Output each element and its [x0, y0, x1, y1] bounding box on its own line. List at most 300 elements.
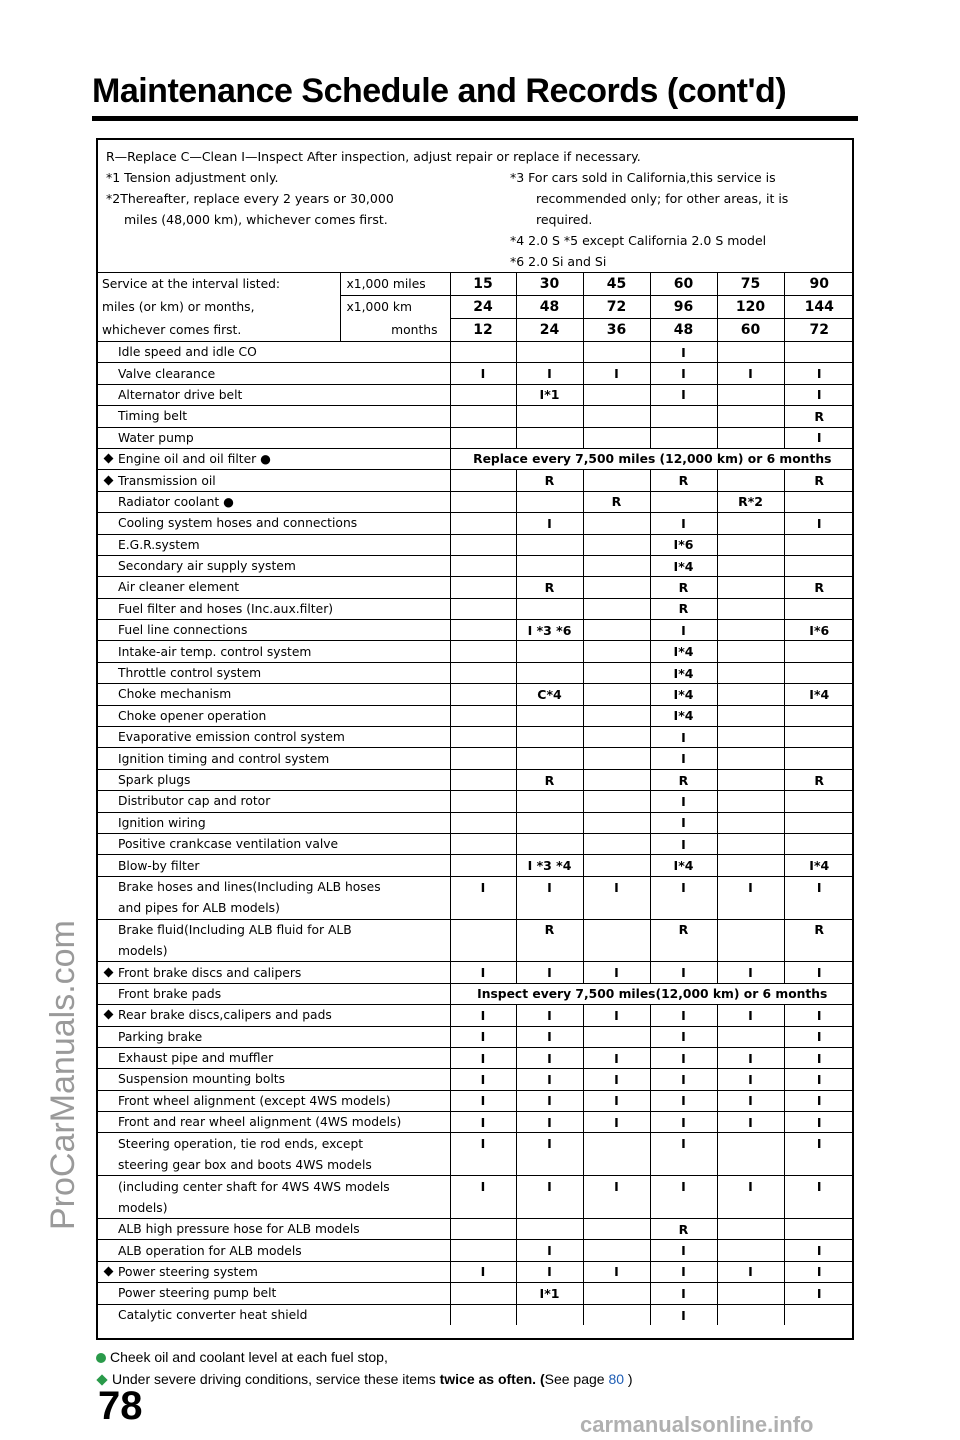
- service-code: [583, 769, 650, 790]
- service-code: [450, 1304, 516, 1325]
- service-code: I: [583, 1261, 650, 1282]
- service-item: [98, 363, 450, 384]
- service-item-label: Alternator drive belt: [118, 387, 243, 402]
- header-row-km: [98, 296, 854, 319]
- unit-label: x1,000 km: [340, 296, 450, 319]
- diamond-icon: [104, 1010, 114, 1020]
- service-item-label: models): [118, 943, 168, 958]
- schedule-row: [98, 577, 854, 598]
- service-item-label: Engine oil and oil filter ●: [118, 452, 271, 467]
- service-code: [784, 598, 854, 619]
- schedule-row: [98, 1176, 854, 1197]
- service-code: R*2: [717, 491, 784, 512]
- header-label: whichever comes first.: [102, 322, 242, 337]
- schedule-row: [98, 448, 854, 469]
- service-code: I: [784, 1133, 854, 1154]
- service-code: I: [717, 1047, 784, 1068]
- service-code: I: [583, 1112, 650, 1133]
- footnotes: [96, 1346, 633, 1390]
- service-item: [98, 491, 450, 512]
- service-code: [717, 598, 784, 619]
- service-code: I: [516, 1240, 583, 1261]
- service-item: [98, 598, 450, 619]
- service-code: [583, 470, 650, 491]
- service-code: R: [650, 598, 717, 619]
- legend-note-1: *1 Tension adjustment only.: [106, 170, 279, 185]
- schedule-row: [98, 983, 854, 1004]
- service-code: [717, 342, 784, 363]
- service-code: I: [450, 1133, 516, 1154]
- service-code: I: [650, 513, 717, 534]
- service-code: I: [650, 1069, 717, 1090]
- service-code: I: [583, 363, 650, 384]
- service-code: I: [516, 876, 583, 897]
- service-code: I: [717, 1261, 784, 1282]
- service-code: I: [784, 1240, 854, 1261]
- service-code: I: [650, 1176, 717, 1197]
- service-code: [583, 855, 650, 876]
- service-item-label: ALB operation for ALB models: [118, 1243, 302, 1258]
- schedule-row: [98, 1197, 854, 1218]
- interval-value: 75: [717, 273, 784, 296]
- schedule-row: [98, 1261, 854, 1282]
- service-code: I: [516, 1133, 583, 1154]
- service-item-label: Radiator coolant ●: [118, 494, 234, 509]
- schedule-row: [98, 1304, 854, 1325]
- service-item: [98, 1261, 450, 1282]
- interval-value: 48: [650, 319, 717, 342]
- service-code: [450, 342, 516, 363]
- service-code: [583, 898, 650, 919]
- service-code: [450, 705, 516, 726]
- service-code: I: [784, 1026, 854, 1047]
- service-code: R: [516, 919, 583, 940]
- service-code: [583, 684, 650, 705]
- service-item: [98, 1090, 450, 1111]
- service-code: I: [717, 1112, 784, 1133]
- service-code: [583, 1197, 650, 1218]
- interval-value: 48: [516, 296, 583, 319]
- service-code: I: [650, 791, 717, 812]
- service-item: [98, 427, 450, 448]
- service-code: [784, 748, 854, 769]
- service-code: [516, 791, 583, 812]
- schedule-row: [98, 1047, 854, 1068]
- service-item: [98, 662, 450, 683]
- service-code: I: [583, 962, 650, 983]
- legend-codes: R—Replace C—Clean I—Inspect After inspection, adjust repair or replace if necessary.: [106, 149, 641, 164]
- service-code: I: [650, 1047, 717, 1068]
- header-row-miles: [98, 273, 854, 296]
- service-item: [98, 898, 450, 919]
- schedule-row: [98, 491, 854, 512]
- service-item-label: Front and rear wheel alignment (4WS models): [118, 1115, 402, 1130]
- green-dot-icon: [96, 1353, 106, 1363]
- service-code: I: [650, 1261, 717, 1282]
- schedule-row: [98, 962, 854, 983]
- interval-value: 144: [784, 296, 854, 319]
- service-code: [450, 1283, 516, 1304]
- service-code: [717, 727, 784, 748]
- interval-value: 36: [583, 319, 650, 342]
- service-code: I: [784, 1176, 854, 1197]
- legend: [106, 146, 848, 270]
- schedule-row: [98, 940, 854, 961]
- service-code: I: [717, 1005, 784, 1026]
- service-item: [98, 1240, 450, 1261]
- service-code: I: [583, 1090, 650, 1111]
- service-item: [98, 1219, 450, 1240]
- interval-value: 96: [650, 296, 717, 319]
- service-item: [98, 919, 450, 940]
- service-item-label: (including center shaft for 4WS 4WS models: [118, 1179, 390, 1194]
- service-code: [450, 940, 516, 961]
- service-item-label: models): [118, 1200, 168, 1215]
- service-item: [98, 1069, 450, 1090]
- legend-note-6: *6 2.0 Si and Si: [510, 254, 607, 269]
- page-title: Maintenance Schedule and Records (cont'd): [92, 72, 787, 110]
- service-code: [717, 1026, 784, 1047]
- service-code: [583, 1219, 650, 1240]
- service-item-label: Throttle control system: [118, 666, 262, 681]
- service-code: I*4: [650, 705, 717, 726]
- schedule-row: [98, 555, 854, 576]
- page-number: 78: [98, 1384, 143, 1428]
- service-code: R: [650, 470, 717, 491]
- schedule-row: [98, 791, 854, 812]
- schedule-row: [98, 534, 854, 555]
- service-item-label: Choke opener operation: [118, 708, 267, 723]
- service-code: [784, 1154, 854, 1175]
- interval-value: 24: [450, 296, 516, 319]
- service-code: I *3 *4: [516, 855, 583, 876]
- service-code: [583, 555, 650, 576]
- service-code: I: [583, 1047, 650, 1068]
- service-code: [450, 791, 516, 812]
- service-code: R: [583, 491, 650, 512]
- service-code: I: [450, 1090, 516, 1111]
- service-code: I: [583, 1069, 650, 1090]
- service-code: I: [650, 876, 717, 897]
- service-code: [583, 705, 650, 726]
- service-item: [98, 705, 450, 726]
- service-item-label: Cooling system hoses and connections: [118, 516, 358, 531]
- service-code: [516, 1304, 583, 1325]
- service-code: I: [516, 513, 583, 534]
- service-code: [650, 1154, 717, 1175]
- schedule-row: [98, 1112, 854, 1133]
- service-item-label: Brake hoses and lines(Including ALB hoses: [118, 880, 381, 895]
- schedule-row: [98, 684, 854, 705]
- service-code: I: [784, 1069, 854, 1090]
- service-code: I *3 *6: [516, 620, 583, 641]
- interval-value: 12: [450, 319, 516, 342]
- service-item-label: Fuel line connections: [118, 623, 248, 638]
- service-item-label: Idle speed and idle CO: [118, 345, 257, 360]
- service-code: [583, 727, 650, 748]
- service-item-label: Fuel filter and hoses (Inc.aux.filter): [118, 601, 334, 616]
- footnote-1: [96, 1346, 633, 1368]
- service-item: [98, 1304, 450, 1325]
- service-code: [516, 641, 583, 662]
- service-item-label: Intake-air temp. control system: [118, 644, 312, 659]
- service-code: [784, 898, 854, 919]
- service-code: I: [784, 1090, 854, 1111]
- side-watermark: ProCarManuals.com: [44, 920, 82, 1230]
- service-code: I: [784, 1047, 854, 1068]
- service-code: [717, 1154, 784, 1175]
- legend-note-2b: miles (48,000 km), whichever comes first.: [124, 212, 388, 227]
- service-item: [98, 1154, 450, 1175]
- service-code: [717, 705, 784, 726]
- service-item-label: Secondary air supply system: [118, 559, 296, 574]
- service-code: I: [650, 833, 717, 854]
- schedule-row: [98, 427, 854, 448]
- service-code: I: [717, 962, 784, 983]
- service-code: [717, 641, 784, 662]
- service-code: [450, 769, 516, 790]
- service-code: I: [717, 1176, 784, 1197]
- service-item: [98, 470, 450, 491]
- diamond-icon: [104, 475, 114, 485]
- service-code: [583, 940, 650, 961]
- service-item: [98, 940, 450, 961]
- service-code: I: [784, 876, 854, 897]
- service-code: [450, 513, 516, 534]
- service-item-label: Air cleaner element: [118, 580, 240, 595]
- service-item-label: Brake fluid(Including ALB fluid for ALB: [118, 922, 352, 937]
- service-code: [583, 513, 650, 534]
- service-code: [784, 342, 854, 363]
- service-item-label: Catalytic converter heat shield: [118, 1308, 308, 1323]
- service-code: [583, 534, 650, 555]
- service-code: I: [516, 1047, 583, 1068]
- service-code: [450, 919, 516, 940]
- service-code: [717, 427, 784, 448]
- service-item: [98, 1026, 450, 1047]
- service-code: I: [450, 1026, 516, 1047]
- header-label: Service at the interval listed:: [98, 273, 340, 296]
- service-code: I*6: [650, 534, 717, 555]
- service-code: [717, 684, 784, 705]
- schedule-row: [98, 363, 854, 384]
- service-item-label: Transmission oil: [118, 473, 216, 488]
- service-code: I: [650, 1304, 717, 1325]
- service-code: I: [450, 1069, 516, 1090]
- service-code: I: [583, 1005, 650, 1026]
- service-code: [583, 812, 650, 833]
- service-code: R: [784, 769, 854, 790]
- service-item: [98, 684, 450, 705]
- service-code: [583, 1240, 650, 1261]
- service-code: R: [516, 577, 583, 598]
- service-code: [583, 641, 650, 662]
- service-code: [450, 812, 516, 833]
- service-code: [784, 705, 854, 726]
- service-code: [450, 491, 516, 512]
- service-item-label: Positive crankcase ventilation valve: [118, 837, 339, 852]
- service-code: I: [450, 876, 516, 897]
- service-code: I: [717, 1090, 784, 1111]
- service-code: [784, 534, 854, 555]
- service-code: I: [784, 1283, 854, 1304]
- service-item: [98, 833, 450, 854]
- service-code: [583, 662, 650, 683]
- service-code: [717, 1133, 784, 1154]
- service-code: [516, 748, 583, 769]
- service-code: [583, 427, 650, 448]
- interval-value: 60: [717, 319, 784, 342]
- interval-value: 72: [583, 296, 650, 319]
- interval-note: Replace every 7,500 miles (12,000 km) or 6 months: [450, 448, 854, 469]
- service-code: [450, 641, 516, 662]
- service-item-label: Timing belt: [118, 409, 188, 424]
- interval-value: 90: [784, 273, 854, 296]
- schedule-row: [98, 833, 854, 854]
- service-code: [516, 1197, 583, 1218]
- service-code: [516, 662, 583, 683]
- header-label: miles (or km) or months,: [102, 300, 255, 314]
- service-code: [717, 940, 784, 961]
- service-item: [98, 812, 450, 833]
- schedule-row: [98, 470, 854, 491]
- service-item-label: Front wheel alignment (except 4WS models): [118, 1093, 391, 1108]
- service-item: [98, 855, 450, 876]
- service-code: [583, 833, 650, 854]
- service-code: I: [650, 363, 717, 384]
- service-code: I: [516, 1261, 583, 1282]
- service-item-label: Parking brake: [118, 1029, 203, 1044]
- service-code: [717, 748, 784, 769]
- service-item: [98, 1197, 450, 1218]
- interval-value: 24: [516, 319, 583, 342]
- service-code: [450, 534, 516, 555]
- unit-label: months: [340, 319, 450, 342]
- service-item: [98, 384, 450, 405]
- service-code: I*4: [784, 855, 854, 876]
- service-code: I*4: [650, 641, 717, 662]
- service-code: [583, 384, 650, 405]
- service-item: [98, 448, 450, 469]
- footnote-2-text: Under severe driving conditions, service these items: [112, 1371, 440, 1387]
- service-code: [717, 470, 784, 491]
- service-item: [98, 406, 450, 427]
- interval-value: 60: [650, 273, 717, 296]
- service-code: [583, 598, 650, 619]
- service-code: [717, 812, 784, 833]
- legend-note-2a: *2Thereafter, replace every 2 years or 30,000: [106, 191, 394, 206]
- service-code: [450, 898, 516, 919]
- schedule-row: [98, 876, 854, 897]
- service-item-label: Rear brake discs,calipers and pads: [118, 1008, 332, 1023]
- service-code: [583, 620, 650, 641]
- service-code: [717, 855, 784, 876]
- service-code: [516, 727, 583, 748]
- header-row-months: [98, 319, 854, 342]
- schedule-row: [98, 620, 854, 641]
- schedule-row: [98, 406, 854, 427]
- schedule-row: [98, 855, 854, 876]
- schedule-row: [98, 898, 854, 919]
- service-code: [450, 833, 516, 854]
- footnote-2-close: ): [624, 1371, 633, 1387]
- service-code: [784, 641, 854, 662]
- schedule-row: [98, 1154, 854, 1175]
- service-code: [717, 769, 784, 790]
- service-item: [98, 620, 450, 641]
- service-code: I: [650, 727, 717, 748]
- service-code: R: [516, 769, 583, 790]
- schedule-row: [98, 598, 854, 619]
- service-code: I: [450, 363, 516, 384]
- service-code: [583, 342, 650, 363]
- service-code: I: [717, 876, 784, 897]
- service-code: [784, 491, 854, 512]
- interval-value: 120: [717, 296, 784, 319]
- service-code: I*4: [784, 684, 854, 705]
- service-code: [717, 1219, 784, 1240]
- schedule-row: [98, 1005, 854, 1026]
- service-code: [784, 833, 854, 854]
- service-code: [450, 1219, 516, 1240]
- service-code: R: [650, 769, 717, 790]
- schedule-row: [98, 748, 854, 769]
- service-code: [583, 1283, 650, 1304]
- service-code: I: [650, 1283, 717, 1304]
- service-code: I: [516, 1090, 583, 1111]
- service-code: [650, 491, 717, 512]
- service-item: [98, 1176, 450, 1197]
- service-code: [516, 491, 583, 512]
- service-code: I: [717, 1069, 784, 1090]
- service-code: [717, 384, 784, 405]
- service-code: I: [650, 620, 717, 641]
- service-item-label: ALB high pressure hose for ALB models: [118, 1222, 360, 1237]
- footnote-2-bold: twice as often. (: [439, 1371, 545, 1387]
- service-code: I*1: [516, 384, 583, 405]
- service-code: [717, 577, 784, 598]
- service-code: [717, 662, 784, 683]
- schedule-row: [98, 705, 854, 726]
- service-code: [717, 555, 784, 576]
- service-item-label: Front brake pads: [118, 986, 222, 1001]
- service-item: [98, 1133, 450, 1154]
- page-80-link[interactable]: 80: [608, 1371, 625, 1387]
- service-code: I: [650, 342, 717, 363]
- service-code: I: [650, 384, 717, 405]
- service-code: I*4: [650, 662, 717, 683]
- service-item: [98, 342, 450, 363]
- schedule-row: [98, 727, 854, 748]
- service-code: [717, 406, 784, 427]
- service-code: I: [450, 1005, 516, 1026]
- service-code: [717, 833, 784, 854]
- service-code: I: [450, 1261, 516, 1282]
- service-code: [583, 406, 650, 427]
- title-rule: [92, 116, 858, 121]
- schedule-row: [98, 1133, 854, 1154]
- unit-label: x1,000 miles: [340, 273, 450, 296]
- service-code: [583, 577, 650, 598]
- service-item-label: Valve clearance: [118, 366, 216, 381]
- service-code: I: [784, 363, 854, 384]
- service-code: [717, 1197, 784, 1218]
- service-code: [717, 534, 784, 555]
- service-code: [516, 555, 583, 576]
- interval-value: 30: [516, 273, 583, 296]
- service-code: I: [650, 748, 717, 769]
- service-item-label: Exhaust pipe and muffler: [118, 1051, 274, 1066]
